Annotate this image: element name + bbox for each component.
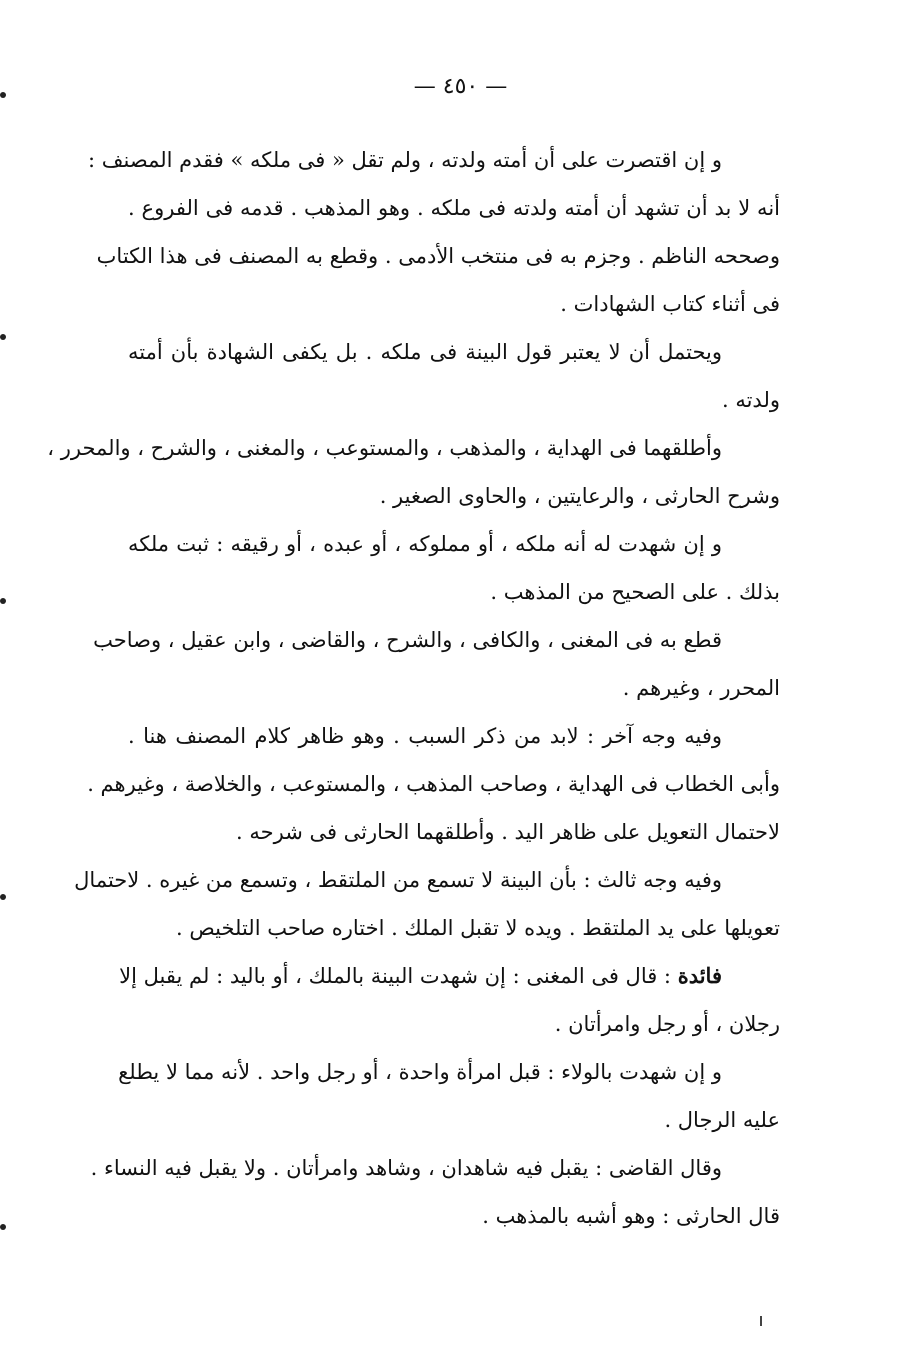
text-line: قال الحارثى : وهو أشبه بالمذهب . (482, 1204, 780, 1228)
paragraph (118, 1048, 780, 1144)
text-line: فى أثناء كتاب الشهادات . (560, 292, 780, 316)
paragraph (88, 136, 780, 328)
text-line: وفيه وجه ثالث : بأن البينة لا تسمع من الملتقط ، وتسمع من غيره . لاحتمال (74, 868, 722, 892)
text-line: وشرح الحارثى ، والرعايتين ، والحاوى الصغير . (379, 484, 780, 508)
paragraph (90, 1144, 780, 1240)
text-line: أنه لا بد أن تشهد أن أمته ولدته فى ملكه . وهو المذهب . قدمه فى الفروع . (128, 196, 780, 220)
text-line: وصححه الناظم . وجزم به فى منتخب الأدمى . وقطع به المصنف فى هذا الكتاب (96, 244, 780, 268)
text-line: لاحتمال التعويل على ظاهر اليد . وأطلقهما الحارثى فى شرحه . (236, 820, 780, 844)
margin-dot (0, 894, 6, 900)
margin-dot (0, 334, 6, 340)
text-line: المحرر ، وغيرهم . (622, 676, 780, 700)
paragraph (128, 328, 780, 424)
text-line: تعويلها على يد الملتقط . ويده لا تقبل الملك . اختاره صاحب التلخيص . (176, 916, 780, 940)
text-line: و إن اقتصرت على أن أمته ولدته ، ولم تقل « فى ملكه » فقدم المصنف : (88, 148, 722, 172)
margin-tick (760, 1316, 762, 1326)
text-line: و إن شهدت له أنه ملكه ، أو مملوكه ، أو عبده ، أو رقيقه : ثبت ملكه (128, 532, 722, 556)
text-line: بذلك . على الصحيح من المذهب . (490, 580, 780, 604)
text-line: وأبى الخطاب فى الهداية ، وصاحب المذهب ، والمستوعب ، والخلاصة ، وغيرهم . (87, 772, 780, 796)
text-line: ويحتمل أن لا يعتبر قول البينة فى ملكه . بل يكفى الشهادة بأن أمته (128, 340, 722, 364)
paragraph (93, 616, 780, 712)
body-text (47, 136, 780, 1240)
text-line: و إن شهدت بالولاء : قبل امرأة واحدة ، أو رجل واحد . لأنه مما لا يطلع (118, 1060, 722, 1084)
text-line: قطع به فى المغنى ، والكافى ، والشرح ، والقاضى ، وابن عقيل ، وصاحب (93, 628, 722, 652)
paragraph (119, 952, 780, 1048)
margin-dot (0, 598, 6, 604)
page-number: — ٤٥٠ — (413, 74, 508, 99)
text-line: وقال القاضى : يقبل فيه شاهدان ، وشاهد وامرأتان . ولا يقبل فيه النساء . (90, 1156, 722, 1180)
margin-dot (0, 1224, 6, 1230)
text-line: وفيه وجه آخر : لابد من ذكر السبب . وهو ظاهر كلام المصنف هنا . (128, 724, 722, 748)
text-line: ولدته . (721, 388, 780, 412)
paragraph (87, 712, 780, 856)
text-line (119, 952, 780, 1000)
paragraph (74, 856, 780, 952)
note-text: : قال فى المغنى : إن شهدت البينة بالملك ، أو باليد : لم يقبل إلا (119, 964, 678, 988)
paragraph (128, 520, 780, 616)
text-line: رجلان ، أو رجل وامرأتان . (554, 1012, 780, 1036)
note-label: فائدة (677, 963, 722, 988)
text-line: عليه الرجال . (664, 1108, 780, 1132)
paragraph (47, 424, 780, 520)
text-line: وأطلقهما فى الهداية ، والمذهب ، والمستوعب ، والمغنى ، والشرح ، والمحرر ، (47, 436, 722, 460)
